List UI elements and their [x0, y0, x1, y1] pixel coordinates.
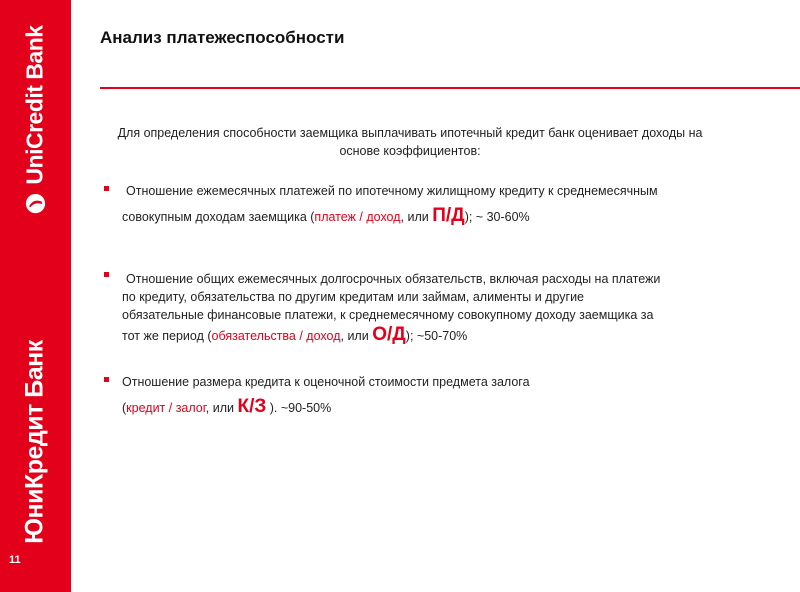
ratio-item-1-abbr: П/Д	[432, 205, 465, 226]
ratio-item-1-line-1: Отношение ежемесячных платежей по ипотечному жилищному кредиту к среднемесячным	[126, 184, 658, 198]
brand-cyrillic-name: ЮниКредит Банк	[20, 340, 49, 544]
ratio-item-1-text: совокупным доходам заемщика (	[122, 210, 315, 224]
ratio-item-2-text: тот же период (	[122, 329, 212, 343]
slide-title: Анализ платежеспособности	[100, 28, 345, 47]
ratio-item-3-formula: кредит / залог	[126, 401, 206, 415]
ratio-item-3-tail: ). ~90-50%	[266, 401, 332, 415]
brand-sidebar	[0, 0, 71, 592]
ratio-item-2-line-3: обязательные финансовые платежи, к среднемесячному совокупному доходу заемщика за	[122, 308, 654, 322]
ratio-item-3-or: , или	[205, 401, 238, 415]
ratio-item-3-line-1: Отношение размера кредита к оценочной стоимости предмета залога	[122, 375, 530, 389]
brand-latin-name: UniCredit Bank	[21, 25, 48, 185]
ratio-item-3-abbr: К/З	[237, 396, 267, 417]
ratio-item-3-text: (	[122, 401, 127, 415]
ratio-item-1-formula: платеж / доход	[314, 210, 401, 224]
ratio-item-1	[122, 183, 762, 228]
title-divider	[100, 87, 800, 89]
bullet-marker-1	[104, 186, 109, 191]
ratio-item-1-tail: ); ~ 30-60%	[464, 210, 530, 224]
ratio-item-2-or: , или	[340, 329, 373, 343]
page-number: 11	[9, 554, 21, 566]
ratio-item-2-line-2: по кредиту, обязательства по другим кредитам или займам, алименты и другие	[122, 290, 584, 304]
ratio-item-2-line-4	[122, 324, 762, 347]
ratio-item-2-tail: ); ~50-70%	[405, 329, 468, 343]
ratio-item-2-line-1: Отношение общих ежемесячных долгосрочных обязательств, включая расходы на платежи	[126, 272, 661, 286]
ratio-item-1-or: , или	[400, 210, 433, 224]
ratio-item-2-formula: обязательства / доход	[211, 329, 341, 343]
unicredit-logo-icon	[24, 193, 46, 215]
ratio-item-2	[122, 270, 762, 347]
ratio-item-3-line-2	[122, 396, 762, 419]
bullet-marker-3	[104, 377, 109, 382]
intro-text: Для определения способности заемщика выплачивать ипотечный кредит банк оценивает доходы на основе коэффициентов:	[117, 126, 703, 158]
unicredit-logo	[22, 25, 49, 214]
ratio-item-3	[122, 374, 762, 419]
ratio-item-2-abbr: О/Д	[372, 324, 406, 345]
ratio-item-1-line-2	[122, 205, 762, 228]
bullet-marker-2	[104, 272, 109, 277]
